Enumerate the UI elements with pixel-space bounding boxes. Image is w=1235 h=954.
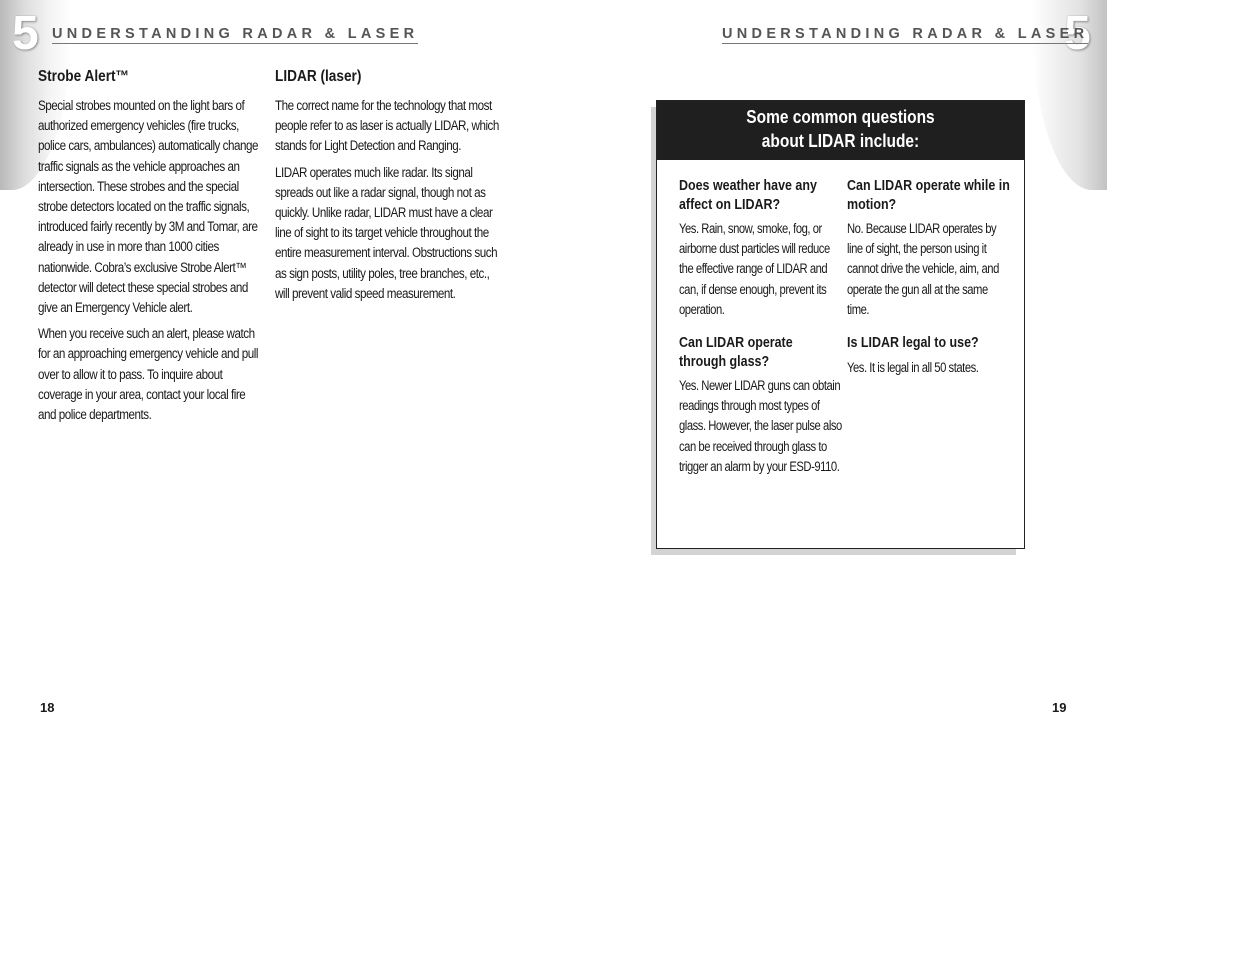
answer: Yes. It is legal in all 50 states. — [847, 359, 979, 375]
qa-column-b — [847, 177, 1009, 392]
chapter-number-left: 5 — [12, 7, 39, 60]
paragraph: The correct name for the technology that most people refer to as laser is actually LIDAR, which stands for Light Detection and Ranging. — [275, 98, 499, 154]
qa-banner — [657, 101, 1024, 160]
page-number-left: 18 — [40, 700, 55, 715]
left-page — [0, 0, 560, 954]
left-column-strobe-alert — [38, 68, 262, 431]
question: Is LIDAR legal to use? — [847, 335, 979, 352]
answer: Yes. Newer LIDAR guns can obtain readings through most types of glass. However, the laser pulse also can be received through glass to trigger an alarm by your ESD-9110. — [679, 378, 842, 474]
section-heading-strobe-alert: Strobe Alert™ — [38, 68, 130, 85]
paragraph: LIDAR operates much like radar. Its signal spreads out like a radar signal, though not as quickly. Unlike radar, LIDAR must have a clear line of sight to its target vehicle throughout the entire measurement interval. Obstructions such as sign posts, utility poles, tree branches, etc., will prevent valid speed measurement. — [275, 164, 498, 301]
paragraph: Special strobes mounted on the light bars of authorized emergency vehicles (fire trucks, police cars, ambulances) automatically change traffic signals as the vehicle approaches an intersection. These strobes and the special strobe detectors located on the traffic signals, introduced fairly recently by 3M and Tomar, are already in use in more than 1000 cities nationwide. Cobra’s exclusive Strobe Alert™ detector will detect these special strobes and give an Emergency Vehicle alert. — [38, 98, 259, 316]
section-heading-lidar: LIDAR (laser) — [275, 68, 362, 85]
qa-title-line2: about LIDAR include: — [761, 131, 920, 151]
question: Does weather have any affect on LIDAR? — [679, 178, 817, 213]
qa-box — [656, 100, 1025, 549]
answer: No. Because LIDAR operates by line of sight, the person using it cannot drive the vehicle, aim, and operate the gun all at the same time. — [847, 221, 999, 317]
right-page — [560, 0, 1235, 954]
running-head-right: UNDERSTANDING RADAR & LASER — [722, 26, 1089, 42]
left-column-lidar — [275, 68, 499, 310]
question: Can LIDAR operate through glass? — [679, 335, 793, 370]
chapter-number-right: 5 — [1064, 7, 1091, 60]
question: Can LIDAR operate while in motion? — [847, 178, 1010, 213]
paragraph: When you receive such an alert, please watch for an approaching emergency vehicle and pull over to allow it to pass. To inquire about coverage in your area, contact your local fire and police departments. — [38, 326, 259, 423]
answer: Yes. Rain, snow, smoke, fog, or airborne dust particles will reduce the effective range of LIDAR and can, if dense enough, prevent its operation. — [679, 221, 830, 317]
qa-column-a — [679, 177, 844, 491]
qa-title-line1: Some common questions — [746, 107, 935, 127]
running-head-left: UNDERSTANDING RADAR & LASER — [52, 26, 419, 42]
page-number-right: 19 — [1052, 700, 1067, 715]
